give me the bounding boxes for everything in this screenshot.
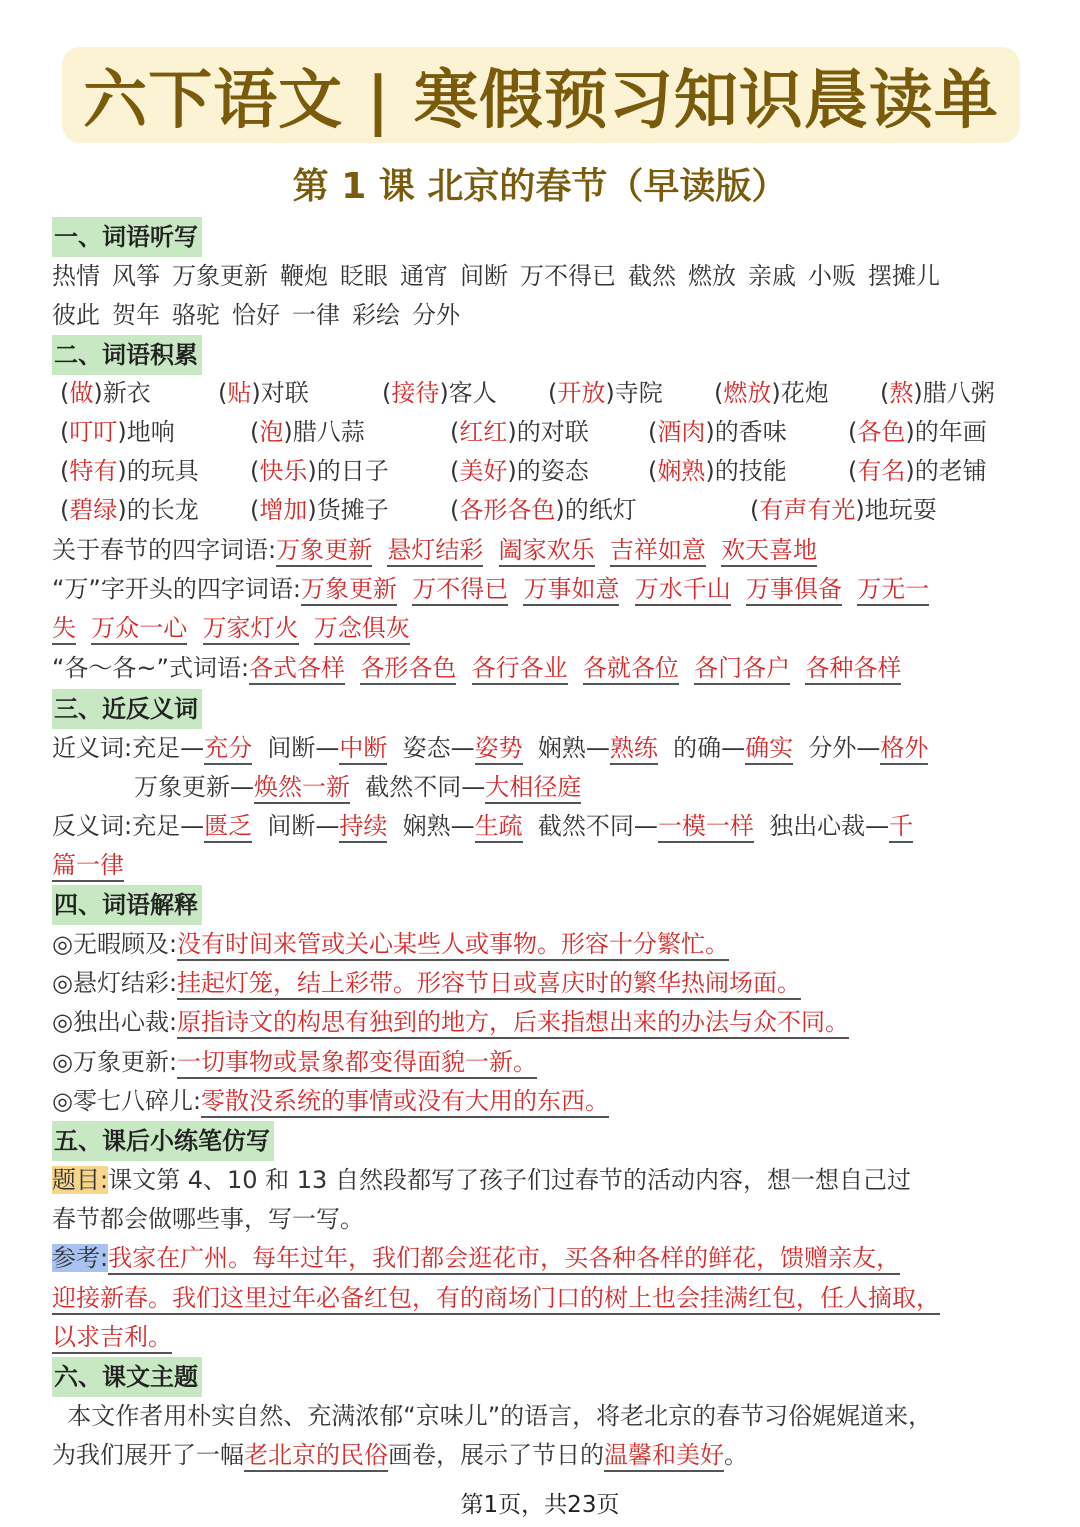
dictation-word: 通宵 [400, 262, 448, 290]
antonym-answer: 篇一律 [52, 851, 124, 882]
wan-label: “万”字开头的四字词语: [52, 575, 301, 603]
phrase-item: (红红)的对联 [450, 418, 589, 446]
phrase-item: (美好)的姿态 [450, 457, 589, 485]
dictation-line-1 [52, 257, 952, 295]
section-heading-explanations: 四、词语解释 [52, 885, 202, 925]
phrase-item: (贴)对联 [218, 379, 309, 407]
dictation-word: 万象更新 [172, 262, 268, 290]
theme-highlight: 老北京的民俗 [244, 1441, 388, 1472]
wan-word: 万象更新 [301, 575, 397, 606]
wan-word: 万众一心 [91, 614, 187, 645]
dictation-word: 恰好 [232, 301, 280, 329]
synonym-answer: 中断 [339, 734, 387, 765]
explanation-item: ◎独出心裁:原指诗文的构思有独到的地方，后来指想出来的办法与众不同。 [52, 1003, 849, 1041]
synonym-answer: 格外 [880, 734, 928, 765]
section-heading-synonyms: 三、近反义词 [52, 689, 202, 729]
lesson-subtitle: 第 1 课 北京的春节（早读版） [292, 166, 788, 207]
section-heading-dictation: 一、词语听写 [52, 217, 202, 257]
synonym-answer: 充分 [204, 734, 252, 765]
antonym-answer: 一模一样 [658, 812, 754, 843]
phrase-item: (各形各色)的纸灯 [450, 496, 637, 524]
title-banner [62, 47, 1020, 143]
spring-word: 阖家欢乐 [499, 536, 595, 567]
dictation-line-2 [52, 296, 472, 334]
ge-label: “各～各~”式词语: [52, 654, 250, 682]
exercise-reference-line-1: 参考:我家在广州。每年过年，我们都会逛花市，买各种各样的鲜花，馈赠亲友， [52, 1239, 900, 1277]
theme-line-1: 本文作者用朴实自然、充满浓郁“京味儿”的语言，将老北京的春节习俗娓娓道来， [52, 1402, 933, 1430]
wan-word: 万事俱备 [746, 575, 842, 606]
synonym-row-2: 万象更新—焕然一新 截然不同—大相径庭 [134, 768, 581, 806]
dictation-word: 摆摊儿 [868, 262, 940, 290]
dictation-word: 亲戚 [748, 262, 796, 290]
antonym-answer: 生疏 [475, 812, 523, 843]
phrase-item: (燃放)花炮 [714, 379, 829, 407]
dictation-word: 万不得已 [520, 262, 616, 290]
section-heading-accumulation: 二、词语积累 [52, 335, 202, 375]
section-heading-exercise: 五、课后小练笔仿写 [52, 1121, 274, 1161]
explanation-text: 零散没系统的事情或没有大用的东西。 [201, 1087, 609, 1118]
wan-word: 万家灯火 [203, 614, 299, 645]
antonym-answer: 持续 [339, 812, 387, 843]
phrase-item: (开放)寺院 [548, 379, 663, 407]
ge-word: 各门各户 [694, 654, 790, 685]
spring-word: 万象更新 [276, 536, 372, 567]
spring-word: 吉祥如意 [610, 536, 706, 567]
explanation-text: 没有时间来管或关心某些人或事物。形容十分繁忙。 [177, 930, 729, 961]
explanation-item: ◎万象更新:一切事物或景象都变得面貌一新。 [52, 1043, 537, 1081]
phrase-item: (碧绿)的长龙 [60, 496, 199, 524]
dictation-word: 骆驼 [172, 301, 220, 329]
synonym-answer: 熟练 [610, 734, 658, 765]
page-title: 六下语文 | 寒假预习知识晨读单 [83, 63, 999, 138]
wan-word: 万念俱灰 [314, 614, 410, 645]
dictation-word: 分外 [412, 301, 460, 329]
phrase-item: (有名)的老铺 [848, 457, 987, 485]
ge-word: 各种各样 [805, 654, 901, 685]
ge-four-char-row [52, 649, 901, 687]
page-footer: 第1页，共23页 [460, 1492, 620, 1518]
antonym-label: 反义词: [52, 812, 133, 840]
section-heading-theme: 六、课文主题 [52, 1357, 202, 1397]
ge-word: 各行各业 [472, 654, 568, 685]
phrase-item: (叮叮)地响 [60, 418, 175, 446]
dictation-word: 热情 [52, 262, 100, 290]
synonym-label: 近义词: [52, 734, 133, 762]
synonym-answer: 确实 [745, 734, 793, 765]
phrase-item: (快乐)的日子 [250, 457, 389, 485]
explanation-item: ◎悬灯结彩:挂起灯笼，结上彩带。形容节日或喜庆时的繁华热闹场面。 [52, 964, 801, 1002]
phrase-item: (各色)的年画 [848, 418, 987, 446]
exercise-reference-line-3: 以求吉利。 [52, 1318, 172, 1356]
antonym-row-2 [52, 846, 124, 884]
wan-four-char-row-1 [52, 570, 929, 608]
phrase-item: (泡)腊八蒜 [250, 418, 365, 446]
antonym-row-1: 反义词:充足—匮乏 间断—持续 娴熟—生疏 截然不同—一模一样 独出心裁—千 [52, 807, 913, 845]
dictation-word: 彼此 [52, 301, 100, 329]
wan-four-char-row-2 [52, 609, 410, 647]
ge-word: 各就各位 [583, 654, 679, 685]
synonym-answer: 姿势 [475, 734, 523, 765]
antonym-answer: 千 [889, 812, 913, 843]
reference-tag: 参考: [52, 1244, 109, 1272]
phrase-item: (酒肉)的香味 [648, 418, 787, 446]
dictation-word: 小贩 [808, 262, 856, 290]
synonym-answer: 大相径庭 [485, 773, 581, 804]
dictation-word: 风筝 [112, 262, 160, 290]
dictation-word: 截然 [628, 262, 676, 290]
explanation-item: ◎零七八碎儿:零散没系统的事情或没有大用的东西。 [52, 1082, 609, 1120]
wan-word: 万水千山 [635, 575, 731, 606]
dictation-word: 贺年 [112, 301, 160, 329]
antonym-answer: 匮乏 [204, 812, 252, 843]
dictation-word: 眨眼 [340, 262, 388, 290]
spring-label: 关于春节的四字词语: [52, 536, 277, 564]
phrase-item: (接待)客人 [382, 379, 497, 407]
wan-word: 万无一 [857, 575, 929, 606]
ge-word: 各式各样 [249, 654, 345, 685]
wan-word: 万不得已 [412, 575, 508, 606]
exercise-question-line-1: 题目:课文第 4、10 和 13 自然段都写了孩子们过春节的活动内容，想一想自己过 [52, 1166, 911, 1194]
spring-four-char-row [52, 531, 817, 569]
dictation-word: 鞭炮 [280, 262, 328, 290]
theme-line-2: 为我们展开了一幅老北京的民俗画卷，展示了节日的温馨和美好。 [52, 1436, 748, 1474]
dictation-word: 间断 [460, 262, 508, 290]
spring-word: 欢天喜地 [721, 536, 817, 567]
wan-word: 失 [52, 614, 76, 645]
explanation-text: 挂起灯笼，结上彩带。形容节日或喜庆时的繁华热闹场面。 [177, 969, 801, 1000]
phrase-item: (娴熟)的技能 [648, 457, 787, 485]
exercise-question-line-2: 春节都会做哪些事，写一写。 [52, 1205, 364, 1233]
explanation-text: 原指诗文的构思有独到的地方，后来指想出来的办法与众不同。 [177, 1008, 849, 1039]
phrase-item: (有声有光)地玩耍 [750, 496, 937, 524]
phrase-item: (特有)的玩具 [60, 457, 199, 485]
ge-word: 各形各色 [360, 654, 456, 685]
explanation-item: ◎无暇顾及:没有时间来管或关心某些人或事物。形容十分繁忙。 [52, 925, 729, 963]
dictation-word: 彩绘 [352, 301, 400, 329]
phrase-item: (熬)腊八粥 [880, 379, 995, 407]
question-tag: 题目: [52, 1166, 109, 1194]
wan-word: 万事如意 [523, 575, 619, 606]
phrase-item: (增加)货摊子 [250, 496, 389, 524]
synonym-row-1: 近义词:充足—充分 间断—中断 姿态—姿势 娴熟—熟练 的确—确实 分外—格外 [52, 729, 928, 767]
synonym-answer: 焕然一新 [254, 773, 350, 804]
dictation-word: 燃放 [688, 262, 736, 290]
explanation-text: 一切事物或景象都变得面貌一新。 [177, 1048, 537, 1079]
exercise-reference-line-2: 迎接新春。我们这里过年必备红包，有的商场门口的树上也会挂满红包，任人摘取， [52, 1279, 940, 1317]
spring-word: 悬灯结彩 [387, 536, 483, 567]
dictation-word: 一律 [292, 301, 340, 329]
phrase-item: (做)新衣 [60, 379, 151, 407]
theme-highlight: 温馨和美好 [604, 1441, 724, 1472]
